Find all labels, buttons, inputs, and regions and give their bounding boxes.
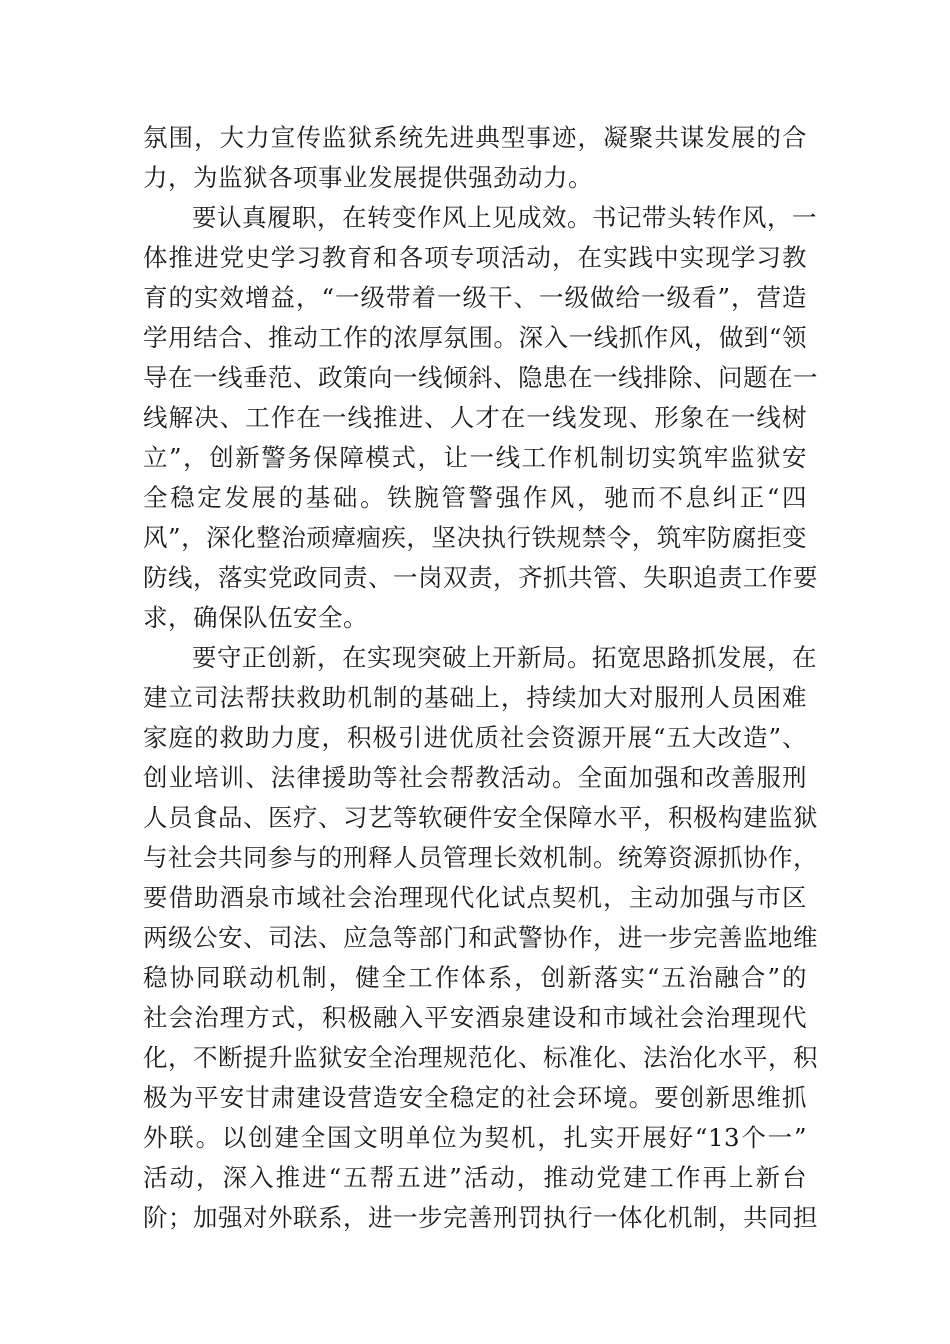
text-line: 外联。以创建全国文明单位为契机，扎实开展好“13个一”	[143, 1123, 807, 1152]
text-line: 创业培训、法律援助等社会帮教活动。全面加强和改善服刑	[143, 763, 807, 792]
text-line: 力，为监狱各项事业发展提供强劲动力。	[143, 163, 593, 192]
text-line: 两级公安、司法、应急等部门和武警协作，进一步完善监地维	[143, 923, 818, 952]
text-line: 立”，创新警务保障模式，让一线工作机制切实筑牢监狱安	[143, 443, 807, 472]
text-line: 求，确保队伍安全。	[143, 603, 368, 632]
text-line: 阶；加强对外联系，进一步完善刑罚执行一体化机制，共同担	[143, 1203, 818, 1232]
text-line: 家庭的救助力度，积极引进优质社会资源开展“五大改造”、	[143, 723, 807, 752]
text-line: 育的实效增益，“一级带着一级干、一级做给一级看”，营造	[143, 283, 807, 312]
text-line: 氛围，大力宣传监狱系统先进典型事迹，凝聚共谋发展的合	[143, 123, 807, 152]
text-line: 人员食品、医疗、习艺等软硬件安全保障水平，积极构建监狱	[143, 803, 818, 832]
text-line: 与社会共同参与的刑释人员管理长效机制。统筹资源抓协作，	[143, 843, 818, 872]
text-line: 学用结合、推动工作的浓厚氛围。深入一线抓作风，做到“领	[143, 323, 807, 352]
text-line: 稳协同联动机制，健全工作体系，创新落实“五治融合”的	[143, 963, 807, 992]
text-line: 防线，落实党政同责、一岗双责，齐抓共管、失职追责工作要	[143, 563, 818, 592]
text-line: 风”，深化整治顽瘴痼疾，坚决执行铁规禁令，筑牢防腐拒变	[143, 523, 807, 552]
text-line: 极为平安甘肃建设营造安全稳定的社会环境。要创新思维抓	[143, 1083, 807, 1112]
text-line: 体推进党史学习教育和各项专项活动，在实践中实现学习教	[143, 243, 807, 272]
text-line: 全稳定发展的基础。铁腕管警强作风，驰而不息纠正“四	[143, 483, 807, 512]
text-line: 活动，深入推进“五帮五进”活动，推动党建工作再上新台	[143, 1163, 807, 1192]
text-line: 线解决、工作在一线推进、人才在一线发现、形象在一线树	[143, 403, 807, 432]
text-line: 建立司法帮扶救助机制的基础上，持续加大对服刑人员困难	[143, 683, 807, 712]
paragraph-first-line: 要认真履职，在转变作风上见成效。书记带头转作风，一	[192, 203, 817, 232]
text-line: 要借助酒泉市域社会治理现代化试点契机，主动加强与市区	[143, 883, 807, 912]
body-text	[143, 118, 818, 1238]
text-line: 导在一线垂范、政策向一线倾斜、隐患在一线排除、问题在一	[143, 363, 818, 392]
text-line: 化，不断提升监狱安全治理规范化、标准化、法治化水平，积	[143, 1043, 818, 1072]
paragraph-first-line: 要守正创新，在实现突破上开新局。拓宽思路抓发展，在	[192, 643, 817, 672]
text-line: 社会治理方式，积极融入平安酒泉建设和市域社会治理现代	[143, 1003, 807, 1032]
